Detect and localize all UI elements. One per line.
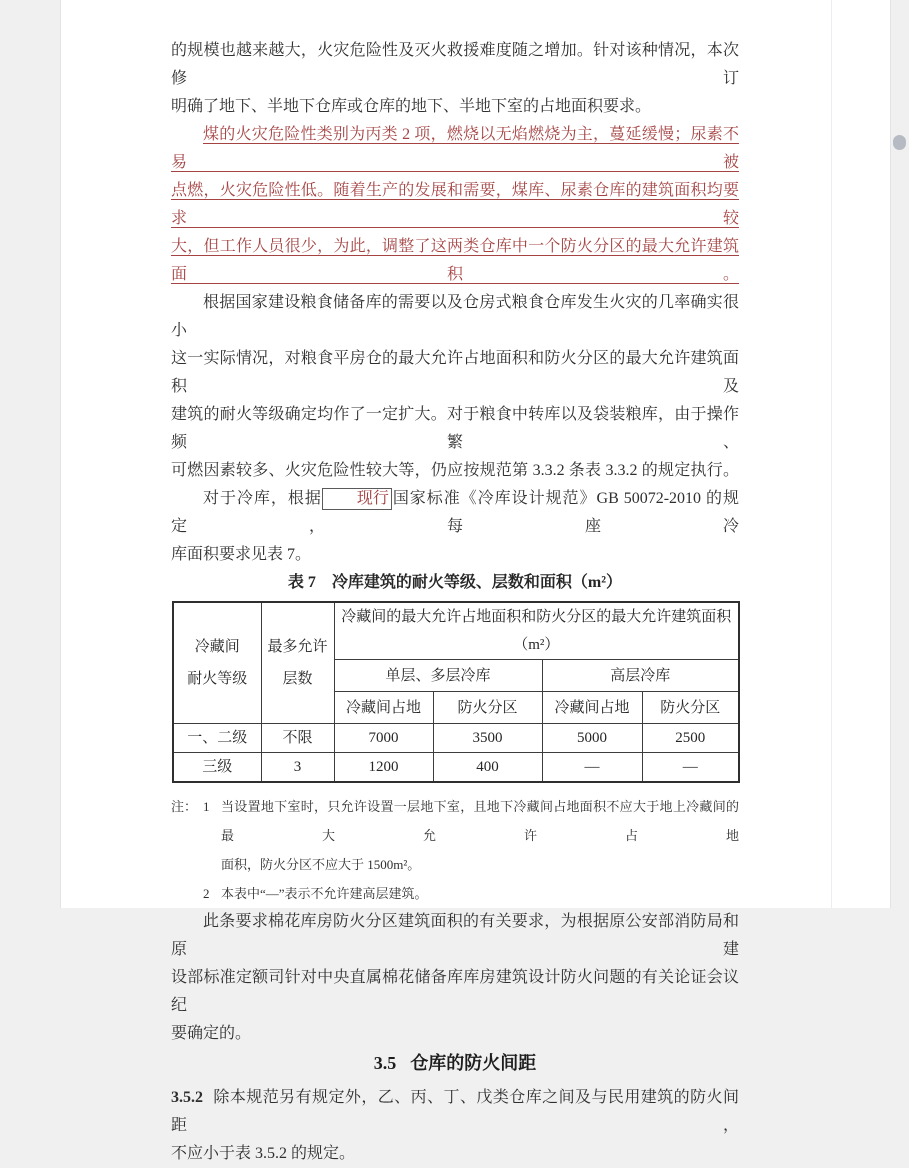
header-line: 最多允许 — [267, 639, 328, 655]
header-line: 冷藏间 — [194, 639, 240, 655]
header-span-title: 冷藏间的最大允许占地面积和防火分区的最大允许建筑面积（m²） — [334, 602, 739, 660]
table-cell: 1200 — [334, 753, 433, 783]
note-item-1 — [171, 792, 739, 879]
header-line: 层数 — [282, 671, 313, 687]
note-number: 1 — [203, 799, 210, 814]
section-heading-3-5 — [171, 1048, 739, 1078]
table-cell: — — [642, 753, 739, 783]
clause-3-5-2 — [171, 1084, 739, 1168]
text-line: 这一实际情况，对粮食平房仓的最大允许占地面积和防火分区的最大允许建筑面积及 — [171, 350, 739, 395]
header-max-storeys — [261, 602, 334, 724]
text-line: 点燃，火灾危险性低。随着生产的发展和需要，煤库、尿素仓库的建筑面积均要求较 — [171, 182, 739, 227]
header-fire-rating — [173, 602, 261, 724]
table-7 — [172, 601, 740, 783]
table-cell: 7000 — [334, 724, 433, 753]
text-line: 要确定的。 — [171, 1025, 252, 1042]
table-cell: 2500 — [642, 724, 739, 753]
text-line: 此条要求棉花库房防火分区建筑面积的有关要求，为根据原公安部消防局和原建 — [171, 913, 739, 958]
document-page — [60, 0, 891, 1162]
section-number: 3.5 — [373, 1053, 397, 1073]
table-notes — [171, 792, 739, 908]
table-cell: 3500 — [433, 724, 542, 753]
text-line: 库面积要求见表 7。 — [171, 546, 312, 563]
page-content — [171, 37, 739, 1168]
text-line: 可燃因素较多、火灾危险性较大等，仍应按规范第 3.3.2 条表 3.3.2 的规定执行。 — [171, 462, 739, 479]
text-segment: 国家标准《冷库设计规范》GB 50072-2010 的规定，每座冷 — [171, 490, 739, 535]
paragraph-grain-storage — [171, 289, 739, 485]
section-title: 仓库的防火间距 — [410, 1053, 537, 1073]
table-cell: 3 — [261, 753, 334, 783]
text-segment: 除本规范另有规定外，乙、丙、丁、戊类仓库之间及与民用建筑的防火间距， — [171, 1089, 739, 1134]
text-line: 的规模也越来越大，火灾危险性及灭火救援难度随之增加。针对该种情况，本次修订 — [171, 42, 739, 87]
table-row — [173, 753, 739, 783]
note-number: 2 — [203, 886, 210, 901]
text-line: 大，但工作人员很少，为此，调整了这两类仓库中一个防火分区的最大允许建筑面积。 — [171, 238, 739, 283]
table-cell: 三级 — [173, 753, 261, 783]
header-sub: 防火分区 — [433, 692, 542, 724]
note-label — [171, 879, 203, 908]
text-line: 设部标准定额司针对中央直属棉花储备库库房建筑设计防火问题的有关论证会议纪 — [171, 969, 739, 1014]
header-line: 耐火等级 — [187, 671, 248, 687]
text-line: 煤的火灾危险性类别为丙类 2 项，燃烧以无焰燃烧为主，蔓延缓慢；尿素不易被 — [171, 126, 739, 171]
header-sub: 防火分区 — [642, 692, 739, 724]
table-7-title: 表 7 冷库建筑的耐火等级、层数和面积（m²） — [287, 574, 623, 591]
text-line: 建筑的耐火等级确定均作了一定扩大。对于粮食中转库以及袋装粮库，由于操作频繁、 — [171, 406, 739, 451]
table-row — [173, 724, 739, 753]
paragraph-cotton-warehouse — [171, 908, 739, 1048]
boxed-word-xianxing: 现行 — [322, 488, 392, 510]
header-group-single-multi: 单层、多层冷库 — [334, 660, 542, 692]
note-label: 注： — [171, 799, 198, 814]
paragraph-basement-requirement — [171, 37, 739, 121]
text-line — [171, 485, 739, 541]
table-cell: 不限 — [261, 724, 334, 753]
paragraph-cold-storage — [171, 485, 739, 569]
text-line: 本表中“—”表示不允许建高层建筑。 — [221, 886, 428, 901]
note-item-2 — [171, 879, 739, 908]
header-sub: 冷藏间占地 — [334, 692, 433, 724]
table-cell: 400 — [433, 753, 542, 783]
text-line: 根据国家建设粮食储备库的需要以及仓房式粮食仓库发生火灾的几率确实很小 — [171, 294, 739, 339]
clause-number: 3.5.2 — [171, 1089, 203, 1106]
header-group-highrise: 高层冷库 — [542, 660, 739, 692]
table-cell: 5000 — [542, 724, 642, 753]
table-cell: 一、二级 — [173, 724, 261, 753]
scrollbar-thumb[interactable] — [893, 135, 906, 150]
text-segment: 对于冷库，根据 — [203, 490, 322, 507]
paragraph-revision-red — [171, 121, 739, 289]
page-scan-edge — [831, 0, 832, 908]
table-cell: — — [542, 753, 642, 783]
text-line: 不应小于表 3.5.2 的规定。 — [171, 1145, 356, 1162]
text-line — [171, 1084, 739, 1140]
header-sub: 冷藏间占地 — [542, 692, 642, 724]
text-line: 面积，防火分区不应大于 1500m²。 — [221, 857, 421, 872]
text-line: 当设置地下室时，只允许设置一层地下室，且地下冷藏间占地面积不应大于地上冷藏间的最大允许占地 — [221, 799, 739, 843]
text-line: 明确了地下、半地下仓库或仓库的地下、半地下室的占地面积要求。 — [171, 98, 652, 115]
